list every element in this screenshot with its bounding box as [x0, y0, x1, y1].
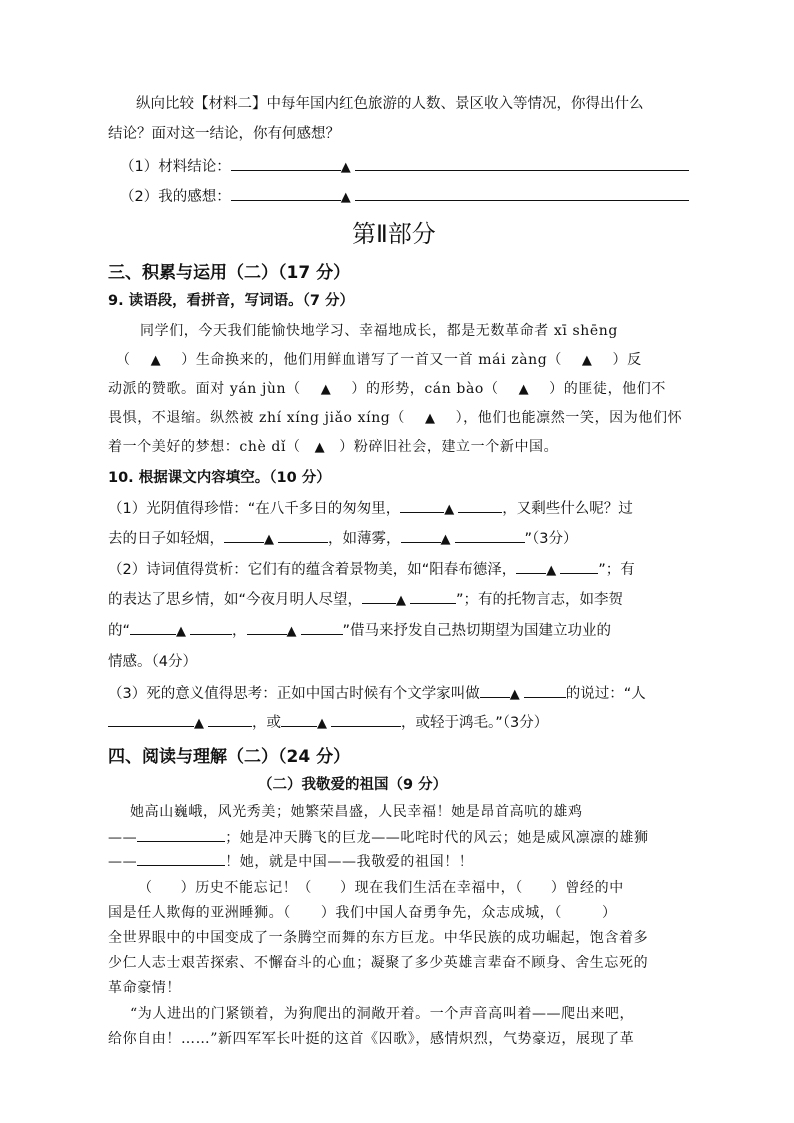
question-title: 9. 读语段，看拼音，写词语。（7 分） [108, 293, 355, 309]
passage-line: —— ！她，就是中国——我敬爱的祖国！！ [108, 851, 473, 871]
passage-line: —— ；她是冲天腾飞的巨龙——叱咤时代的风云；她是威风凛凛的雄狮 [108, 827, 649, 847]
passage-line: 同学们，今天我们能愉快地学习、幸福地成长，都是无数革命者 xī shēng [140, 323, 618, 339]
passage-line: 她高山巍峨，风光秀美；她繁荣昌盛，人民幸福！她是昂首高吭的雄鸡 [130, 804, 583, 820]
answer-blank[interactable] [224, 528, 264, 543]
answer-blank[interactable] [130, 620, 176, 635]
answer-blank[interactable] [410, 589, 456, 604]
answer-blank[interactable] [208, 712, 252, 727]
passage-line: （ ）历史不能忘记！（ ）现在我们生活在幸福中，（ ）曾经的中 [138, 880, 624, 896]
answer-blank[interactable] [231, 186, 341, 201]
passage-line: 少仁人志士艰苦探索、不懈奋斗的心血；凝聚了多少英雄言辈奋不顾身、舍生忘死的 [108, 955, 649, 971]
triangle-icon: ▲ [150, 353, 162, 368]
fill-line: 的表达了思乡情，如“今夜月明人尽望， ▲ ”；有的托物言志，如李贺 [108, 588, 623, 609]
answer-blank[interactable] [560, 559, 598, 574]
fill-line: （3）死的意义值得思考：正如中国古时候有个文学家叫做 ▲ 的说过：“人 [108, 682, 646, 703]
answer-blank[interactable] [458, 498, 502, 513]
answer-label: （1）材料结论： [120, 159, 231, 175]
passage-line: 畏惧，不退缩。纵然被 zhí xíng jiǎo xíng（ ▲ ），他们也能凛然一笑，因为他们怀 [108, 410, 683, 426]
section-title: 三、积累与运用（二）（17 分） [108, 263, 351, 283]
answer-blank[interactable] [108, 712, 194, 727]
answer-blank[interactable] [400, 498, 444, 513]
answer-blank[interactable] [331, 712, 401, 727]
triangle-icon: ▲ [314, 440, 326, 455]
triangle-icon: ▲ [509, 687, 520, 702]
answer-blank[interactable] [362, 589, 396, 604]
answer-blank[interactable] [281, 712, 317, 727]
passage-line: （ ▲ ）生命换来的，他们用鲜血谱写了一首又一首 mái zàng（ ▲ ）反 [116, 352, 642, 368]
passage-title: （二）我敬爱的祖国（9 分） [258, 777, 448, 793]
triangle-icon: ▲ [194, 716, 204, 731]
answer-blank[interactable] [401, 528, 441, 543]
answer-blank[interactable] [137, 827, 225, 842]
triangle-icon: ▲ [320, 382, 332, 397]
section-title: 四、阅读与理解（二）（24 分） [108, 747, 351, 767]
triangle-icon: ▲ [396, 593, 407, 608]
answer-blank[interactable] [516, 559, 546, 574]
passage-line: 着一个美好的梦想：chè dǐ（ ▲ ）粉碎旧社会，建立一个新中国。 [108, 439, 559, 455]
answer-blank[interactable] [480, 683, 510, 698]
fill-line: 情感。（4分） [108, 654, 197, 670]
triangle-icon: ▲ [340, 160, 351, 175]
answer-blank[interactable] [301, 620, 343, 635]
triangle-icon: ▲ [317, 716, 327, 731]
passage-line: 革命豪情！ [108, 980, 181, 996]
passage-line: 全世界眼中的中国变成了一条腾空而舞的东方巨龙。中华民族的成功崛起，饱含着多 [108, 930, 649, 946]
answer-label: （2）我的感想： [120, 189, 231, 205]
triangle-icon: ▲ [581, 353, 593, 368]
question-title: 10. 根据课文内容填空。（10 分） [108, 470, 331, 486]
fill-line: （1）光阴值得珍惜：“在八千多日的匆匆里， ▲ ，又剩些什么呢？过 [108, 497, 633, 518]
fill-line: ▲ ，或 ▲ ，或轻于鸿毛。”（3分） [108, 711, 548, 732]
answer-line-2 [120, 185, 689, 206]
answer-blank[interactable] [231, 156, 341, 171]
answer-blank[interactable] [355, 186, 689, 201]
triangle-icon: ▲ [440, 532, 451, 547]
triangle-icon: ▲ [424, 411, 436, 426]
answer-blank[interactable] [190, 620, 232, 635]
passage-line: 动派的赞歌。面对 yán jùn（ ▲ ）的形势，cán bào（ ▲ ）的匪徒，他们不 [108, 381, 666, 397]
answer-blank[interactable] [137, 851, 225, 866]
answer-line-1 [120, 155, 689, 176]
fill-line: 的“ ▲ ， ▲ ”借马来抒发自己热切期望为国建立功业的 [108, 619, 611, 640]
triangle-icon: ▲ [264, 532, 274, 547]
question-text-line: 结论？面对这一结论，你有何感想？ [108, 126, 340, 142]
passage-line: 国是任人欺侮的亚洲睡狮。（ ）我们中国人奋勇争先，众志成城，（ ） [108, 905, 617, 921]
fill-line: 去的日子如轻烟， ▲ ，如薄雾， ▲ ”（3分） [108, 527, 578, 548]
answer-blank[interactable] [278, 528, 328, 543]
triangle-icon: ▲ [518, 382, 530, 397]
question-text-line: 纵向比较【材料二】中每年国内红色旅游的人数、景区收入等情况，你得出什么 [136, 96, 644, 112]
triangle-icon: ▲ [176, 624, 187, 639]
part-title: 第Ⅱ部分 [352, 220, 436, 248]
triangle-icon: ▲ [546, 563, 557, 578]
triangle-icon: ▲ [444, 502, 455, 517]
answer-blank[interactable] [355, 156, 689, 171]
answer-blank[interactable] [247, 620, 287, 635]
triangle-icon: ▲ [286, 624, 297, 639]
answer-blank[interactable] [524, 683, 566, 698]
passage-line: 给你自由！……”新四军军长叶挺的这首《囚歌》，感情炽烈，气势豪迈，展现了革 [108, 1031, 635, 1047]
fill-line: （2）诗词值得赏析：它们有的蕴含着景物美，如“阳春布德泽， ▲ ”；有 [108, 558, 635, 579]
answer-blank[interactable] [455, 528, 525, 543]
triangle-icon: ▲ [340, 190, 351, 205]
passage-line: “为人进出的门紧锁着，为狗爬出的洞敞开着。一个声音高叫着——爬出来吧， [130, 1006, 635, 1022]
